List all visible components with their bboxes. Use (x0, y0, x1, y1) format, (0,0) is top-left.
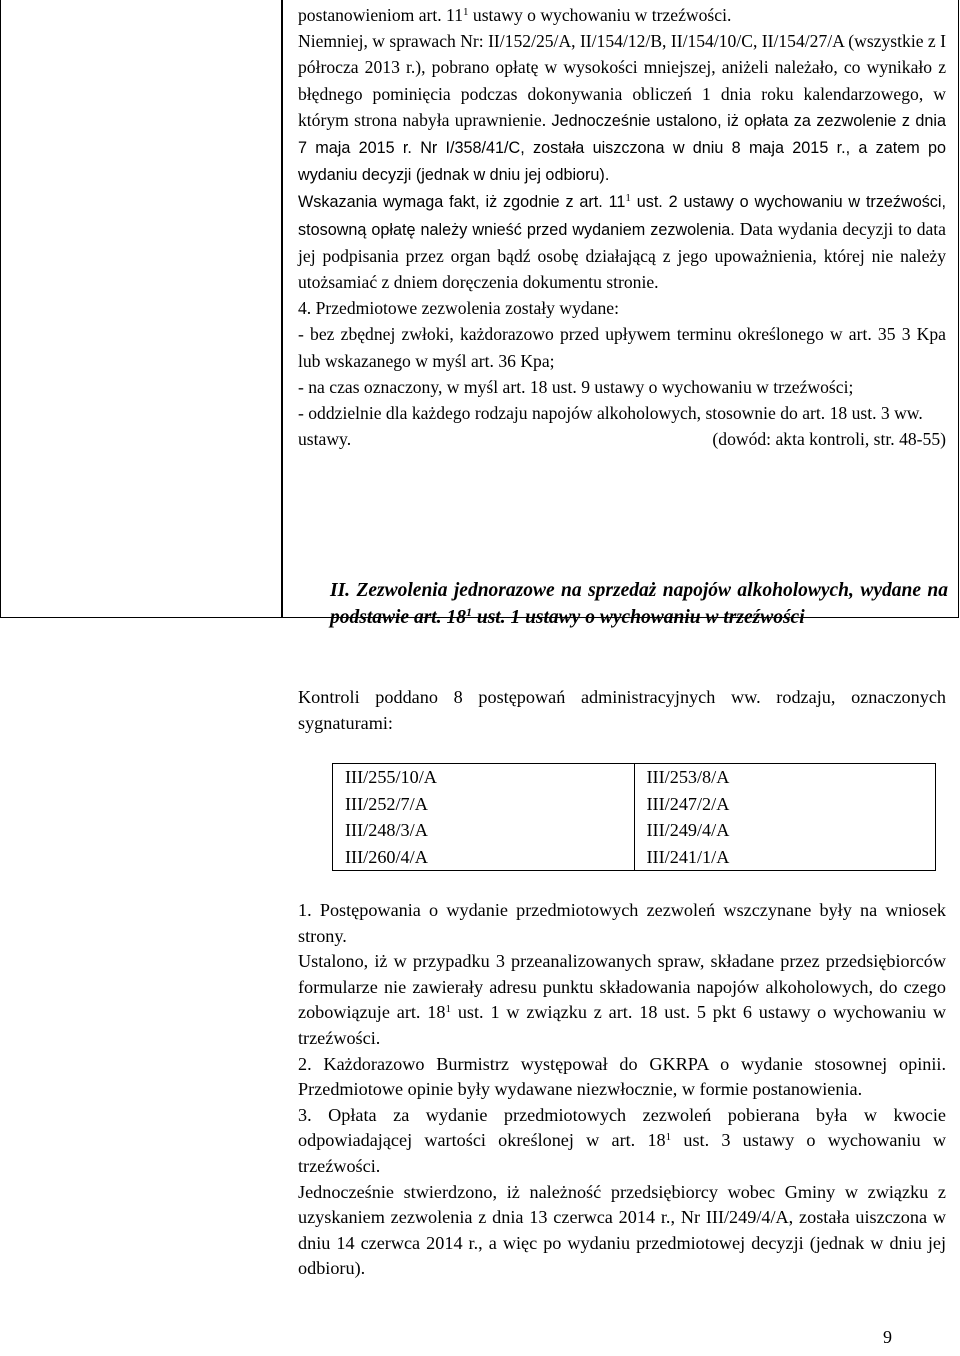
left-column-cell (0, 0, 283, 618)
finding-1: 1. Postępowania o wydanie przedmiotowych zezwoleń wszczynane były na wniosek strony. (298, 900, 946, 946)
signature-cell: III/247/2/A (646, 793, 730, 814)
paragraph-intro-fragment: postanowieniom art. $11^1$ ustawy o wychowaniu w trzeźwości. (298, 5, 732, 25)
finding-late-payment: Jednocześnie stwierdzono, iż należność przedsiębiorcy wobec Gminy w związku z uzyskaniem zezwolenia z dnia 13 czerwca 2014 r., Nr III/249/4/A, została uiszczona w dniu 14 czerwca 2014 r., a więc po wydaniu przedmiotowej decyzji (jednak w dniu jej odbioru). (298, 1181, 946, 1279)
finding-1-details: Ustalono, iż w przypadku 3 przeanalizowanych spraw, składane przez przedsiębiorców formularze nie zawierały adresu punktu składowania napojów alkoholowych, do czego zobowiązuje art. $18^1$ ust. 1 w związku z art. 18 ust. 5 pkt 6 ustawy o wychowaniu w trzeźwości. (298, 951, 946, 1048)
evidence-reference: (dowód: akta kontroli, str. 48-55) (712, 429, 946, 450)
paragraph-fee-errors: Niemniej, w sprawach Nr: II/152/25/A, II/154/12/B, II/154/10/C, II/154/27/A (wszystkie z I półrocza 2013 r.), pobrano opłatę w wysokości mniejszej, aniżeli należało, co wynikało z błędnego pominięcia podczas dokonywania obliczeń 1 dnia roku kalendarzowego, w którym strona nabyła uprawnienie. Jednocześnie ustalono, iż opłata za zezwolenie z dnia 7 maja 2015 r. Nr I/358/41/C, została uiszczona w dniu 8 maja 2015 r., a zatem po wydaniu decyzji (jednak w dniu jej odbioru). (298, 31, 947, 185)
signatures-table (332, 763, 936, 871)
signature-cell: III/255/10/A (345, 767, 437, 787)
list-item: - na czas oznaczony, w myśl art. 18 ust. 9 ustawy o wychowaniu w trzeźwości; (298, 376, 854, 397)
signature-cell: III/249/4/A (646, 820, 730, 840)
list-item: - bez zbędnej zwłoki, każdorazowo przed upływem terminu określonego w art. 35 3 Kpa lub wskazanego w myśl art. 36 Kpa; (298, 324, 946, 371)
signature-cell: III/241/1/A (646, 846, 730, 867)
finding-3: 3. Opłata za wydanie przedmiotowych zezwoleń pobierana była w kwocie odpowiadającej wartości określonej w art. $18^1$ ust. 3 ustawy o wychowaniu w trzeźwości. (298, 1104, 946, 1176)
signature-cell: III/260/4/A (345, 846, 428, 867)
paragraph-fee-rule: Wskazania wymaga fakt, iż zgodnie z art. $11^1$ ust. 2 ustawy o wychowaniu w trzeźwości, stosowną opłatę należy wnieść przed wydaniem zezwolenia. Data wydania decyzji to data jej podpisania przez organ bądź osobę działającą z jego upoważnienia, której nie należy utożsamiać z dniem doręczenia dokumentu stronie. (298, 192, 946, 293)
intro-paragraph: Kontroli poddano 8 postępowań administracyjnych ww. rodzaju, oznaczonych sygnaturami: (298, 687, 946, 734)
signature-cell: III/252/7/A (345, 793, 428, 814)
findings-text (298, 2, 946, 452)
page-number: 9 (883, 1327, 892, 1347)
finding-2: 2. Każdorazowo Burmistrz występował do GKRPA o wydanie stosownej opinii. Przedmiotowe opinie były wydawane niezwłocznie, w formie postanowienia. (298, 1053, 946, 1100)
paragraph-permits-issued: 4. Przedmiotowe zezwolenia zostały wydane: (298, 298, 619, 319)
signatures-left (333, 764, 635, 871)
signature-cell: III/253/8/A (646, 767, 730, 787)
signature-cell: III/248/3/A (345, 820, 428, 840)
numbered-findings (298, 898, 946, 1282)
list-item: - oddzielnie dla każdego rodzaju napojów alkoholowych, stosownie do art. 18 ust. 3 ww. ustawy. (dowód: akta kontroli, str. 48-55) (298, 400, 946, 452)
section-heading: II. Zezwolenia jednorazowe na sprzedaż napojów alkoholowych, wydane na podstawie art. $18^1$ ust. 1 ustawy o wychowaniu w trzeźwości (330, 580, 948, 628)
signatures-right (634, 764, 936, 871)
